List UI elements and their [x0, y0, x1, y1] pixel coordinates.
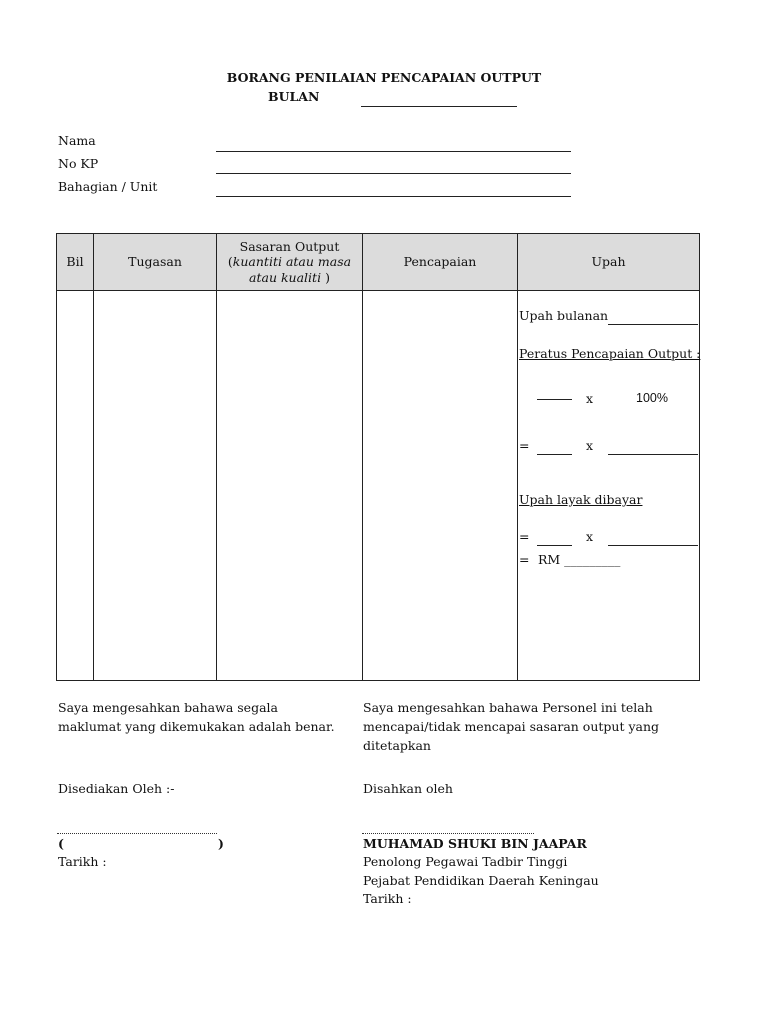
table-header-row	[57, 234, 700, 291]
declaration-right: Saya mengesahkan bahawa Personel ini telah mencapai/tidak mencapai sasaran output yang ditetapkan	[363, 700, 660, 753]
times-1: x	[586, 438, 594, 453]
tugasan-cell[interactable]	[94, 291, 217, 681]
result-1-line[interactable]	[537, 454, 572, 455]
ic-number-label: No KP	[58, 156, 99, 171]
approver-name: MUHAMAD SHUKI BIN JAAPAR	[363, 836, 587, 851]
approved-by-label: Disahkan oleh	[363, 781, 453, 796]
sasaran-subtitle: kuantiti atau masa atau kualiti	[232, 254, 352, 285]
assessment-table	[56, 233, 700, 681]
approver-office: Pejabat Pendidikan Daerah Keningau	[363, 873, 599, 888]
column-header-sasaran	[217, 234, 363, 291]
month-label: BULAN	[268, 89, 320, 104]
monthly-wage-line[interactable]	[608, 324, 698, 325]
rm-amount[interactable]: RM _________	[538, 552, 621, 567]
eligible-2-line[interactable]	[608, 545, 698, 546]
percent-times: x	[586, 391, 594, 406]
approver-position: Penolong Pegawai Tadbir Tinggi	[363, 854, 568, 869]
eligible-wage-heading: Upah layak dibayar	[519, 492, 643, 507]
eligible-1-line[interactable]	[537, 545, 572, 546]
unit-label: Bahagian / Unit	[58, 179, 158, 194]
percent-numerator-line[interactable]	[537, 399, 572, 400]
times-2: x	[586, 529, 594, 544]
equals-3: =	[519, 552, 530, 567]
equals-2: =	[519, 529, 530, 544]
prepared-signature-line[interactable]	[57, 833, 217, 834]
month-input-line[interactable]	[361, 106, 517, 107]
monthly-wage-label: Upah bulanan	[519, 308, 609, 323]
sasaran-close-paren: )	[325, 269, 330, 285]
prepared-by-label: Disediakan Oleh :-	[58, 781, 175, 796]
column-header-upah: Upah	[518, 234, 700, 291]
column-header-bil: Bil	[57, 234, 94, 291]
pencapaian-cell[interactable]	[363, 291, 518, 681]
table-row	[57, 291, 700, 681]
sasaran-title: Sasaran Output	[239, 238, 340, 254]
upah-cell	[518, 291, 700, 681]
name-input-line[interactable]	[216, 151, 571, 152]
bil-cell[interactable]	[57, 291, 94, 681]
equals-1: =	[519, 438, 530, 453]
form-title: BORANG PENILAIAN PENCAPAIAN OUTPUT	[226, 70, 542, 85]
sasaran-cell[interactable]	[217, 291, 363, 681]
ic-number-input-line[interactable]	[216, 173, 571, 174]
percent-heading: Peratus Pencapaian Output :	[519, 346, 701, 361]
prepared-open-paren: (	[58, 836, 64, 851]
hundred-percent: 100%	[636, 391, 668, 405]
column-header-tugasan: Tugasan	[94, 234, 217, 291]
prepared-close-paren: )	[218, 836, 224, 851]
sasaran-open-paren: (	[227, 254, 233, 270]
name-label: Nama	[58, 133, 96, 148]
prepared-date-label: Tarikh :	[58, 854, 107, 869]
declaration-left: Saya mengesahkan bahawa segala maklumat yang dikemukakan adalah benar.	[58, 700, 335, 734]
column-header-pencapaian: Pencapaian	[363, 234, 518, 291]
unit-input-line[interactable]	[216, 196, 571, 197]
approver-date-label: Tarikh :	[363, 891, 412, 906]
result-2-line[interactable]	[608, 454, 698, 455]
